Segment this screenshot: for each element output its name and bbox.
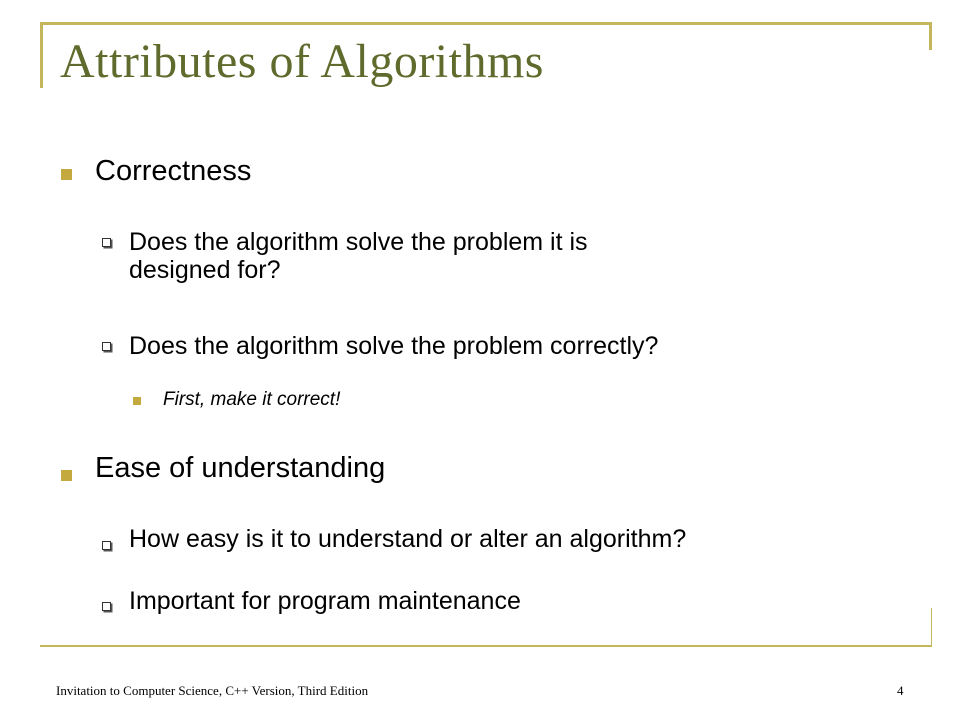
- square-bullet-icon: [133, 397, 141, 405]
- hollow-square-bullet-icon: [102, 238, 111, 247]
- square-bullet-icon: [61, 169, 72, 180]
- hollow-square-bullet-icon: [102, 602, 111, 611]
- sub-bullet-correctness-2: Does the algorithm solve the problem correctly?: [129, 332, 659, 360]
- hollow-square-bullet-icon: [102, 541, 111, 550]
- hollow-square-bullet-icon: [102, 342, 111, 351]
- bullet-correctness: Correctness: [95, 155, 252, 187]
- sub-bullet-ease-2: Important for program maintenance: [129, 587, 521, 615]
- sub-bullet-correctness-1-line1: Does the algorithm solve the problem it is: [129, 228, 588, 256]
- sub-sub-bullet-make-correct: First, make it correct!: [163, 389, 341, 410]
- square-bullet-icon: [61, 470, 72, 481]
- footer-text: Invitation to Computer Science, C++ Version, Third Edition: [56, 683, 369, 698]
- page-number: 4: [897, 683, 904, 698]
- sub-bullet-correctness-1-line2: designed for?: [129, 256, 281, 284]
- slide-title: Attributes of Algorithms: [60, 35, 544, 88]
- bullet-ease-of-understanding: Ease of understanding: [95, 452, 386, 484]
- sub-bullet-ease-1: How easy is it to understand or alter an algorithm?: [129, 525, 687, 553]
